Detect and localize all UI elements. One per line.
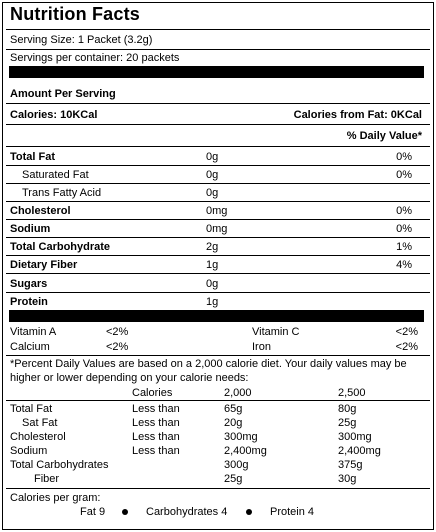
thick-bar: [9, 310, 424, 322]
reference-nutrient: Sat Fat: [22, 417, 58, 429]
nutrient-amount: 0g: [206, 278, 219, 290]
servings-per-container: Servings per container: 20 packets: [10, 52, 180, 64]
reference-value-2500: 30g: [338, 473, 357, 485]
divider: [6, 146, 430, 147]
reference-col-2500: 2,500: [338, 387, 366, 399]
nutrient-name: Total Carbohydrate: [10, 241, 111, 253]
reference-nutrient: Cholesterol: [10, 431, 66, 443]
divider: [6, 237, 430, 238]
reference-value-2000: 25g: [224, 473, 243, 485]
nutrient-name: Saturated Fat: [22, 169, 89, 181]
nutrient-dv: 0%: [396, 223, 412, 235]
cpg-carbohydrates: Carbohydrates 4: [146, 506, 228, 518]
vitamin-c-label: Vitamin C: [252, 326, 300, 338]
label-title: Nutrition Facts: [10, 4, 141, 24]
reference-qualifier: Less than: [132, 403, 180, 415]
vitamin-a-value: <2%: [106, 326, 129, 338]
divider: [6, 273, 430, 274]
reference-value-2000: 20g: [224, 417, 243, 429]
nutrient-amount: 0g: [206, 169, 219, 181]
calcium-value: <2%: [106, 341, 129, 353]
amount-per-serving: Amount Per Serving: [10, 88, 116, 100]
footnote-line: higher or lower depending on your calorie needs:: [10, 372, 249, 384]
divider: [6, 124, 430, 125]
nutrient-name: Total Fat: [10, 151, 56, 163]
bullet-icon: [246, 509, 252, 515]
divider: [6, 103, 430, 104]
reference-value-2000: 2,400mg: [224, 445, 267, 457]
divider: [6, 488, 430, 489]
divider: [6, 219, 430, 220]
nutrient-amount: 0mg: [206, 205, 228, 217]
divider: [6, 165, 430, 166]
nutrient-dv: 0%: [396, 169, 412, 181]
reference-value-2500: 25g: [338, 417, 357, 429]
nutrient-name: Sugars: [10, 278, 48, 290]
vitamin-a-label: Vitamin A: [10, 326, 57, 338]
reference-calories-label: Calories: [132, 387, 173, 399]
calories-per-gram-label: Calories per gram:: [10, 492, 101, 504]
daily-value-header: % Daily Value*: [346, 130, 422, 142]
nutrient-name: Protein: [10, 296, 48, 308]
nutrient-amount: 1g: [206, 296, 219, 308]
reference-col-2000: 2,000: [224, 387, 252, 399]
reference-value-2500: 2,400mg: [338, 445, 381, 457]
divider: [6, 400, 430, 401]
footnote-line: *Percent Daily Values are based on a 2,000 calorie diet. Your daily values may be: [10, 358, 407, 370]
cpg-protein: Protein 4: [270, 506, 315, 518]
calories-from-fat: Calories from Fat: 0KCal: [293, 109, 422, 121]
iron-value: <2%: [395, 341, 418, 353]
nutrient-name: Cholesterol: [10, 205, 71, 217]
nutrient-amount: 0g: [206, 151, 219, 163]
nutrient-name: Trans Fatty Acid: [22, 187, 102, 199]
divider: [6, 292, 430, 293]
nutrient-amount: 2g: [206, 241, 219, 253]
reference-qualifier: Less than: [132, 417, 180, 429]
nutrient-name: Dietary Fiber: [10, 259, 78, 271]
divider: [6, 49, 430, 50]
nutrient-amount: 1g: [206, 259, 219, 271]
bullet-icon: [122, 509, 128, 515]
nutrient-dv: 0%: [396, 151, 412, 163]
reference-qualifier: Less than: [132, 431, 180, 443]
thick-bar: [9, 66, 424, 78]
nutrient-dv: 0%: [396, 205, 412, 217]
reference-value-2000: 300g: [224, 459, 249, 471]
reference-qualifier: Less than: [132, 445, 180, 457]
reference-value-2000: 65g: [224, 403, 243, 415]
iron-label: Iron: [252, 341, 271, 353]
nutrient-dv: 1%: [396, 241, 412, 253]
nutrient-name: Sodium: [10, 223, 51, 235]
divider: [6, 29, 430, 30]
nutrient-dv: 4%: [396, 259, 412, 271]
calcium-label: Calcium: [10, 341, 50, 353]
vitamin-c-value: <2%: [395, 326, 418, 338]
divider: [6, 355, 430, 356]
nutrient-amount: 0mg: [206, 223, 228, 235]
divider: [6, 201, 430, 202]
reference-nutrient: Total Carbohydrates: [10, 459, 109, 471]
serving-size: Serving Size: 1 Packet (3.2g): [10, 34, 153, 46]
cpg-fat: Fat 9: [80, 506, 106, 518]
calories: Calories: 10KCal: [10, 109, 98, 121]
reference-nutrient: Total Fat: [10, 403, 53, 415]
reference-value-2500: 375g: [338, 459, 363, 471]
reference-value-2500: 80g: [338, 403, 357, 415]
divider: [6, 183, 430, 184]
divider: [6, 255, 430, 256]
nutrient-amount: 0g: [206, 187, 219, 199]
reference-value-2000: 300mg: [224, 431, 258, 443]
reference-value-2500: 300mg: [338, 431, 372, 443]
reference-nutrient: Sodium: [10, 445, 48, 457]
reference-nutrient: Fiber: [34, 473, 60, 485]
